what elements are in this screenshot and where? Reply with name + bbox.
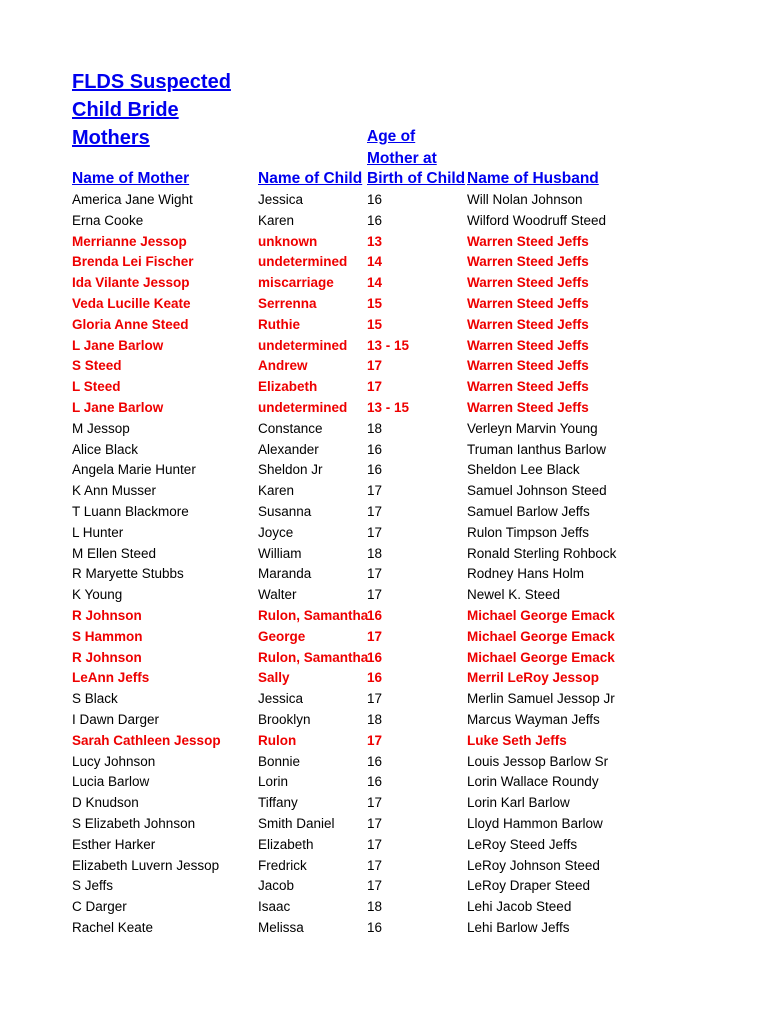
table-row [0, 814, 768, 835]
cell-child: William [258, 545, 302, 561]
cell-husband: Michael George Emack [467, 607, 615, 623]
cell-age: 16 [367, 649, 383, 665]
cell-age: 17 [367, 795, 383, 811]
cell-mother: S Elizabeth Johnson [72, 815, 196, 831]
table-row [0, 294, 768, 315]
cell-child: Maranda [258, 566, 312, 582]
table-row [0, 648, 768, 669]
cell-mother: S Black [72, 691, 118, 707]
cell-age: 17 [367, 857, 383, 873]
cell-mother: K Ann Musser [72, 483, 157, 499]
cell-age: 17 [367, 379, 383, 395]
cell-mother: S Steed [72, 358, 122, 374]
cell-age: 17 [367, 503, 383, 519]
cell-child: undetermined [258, 337, 348, 353]
table-row [0, 772, 768, 793]
table-row [0, 752, 768, 773]
cell-husband: Newel K. Steed [467, 587, 561, 603]
cell-age: 14 [367, 254, 383, 270]
cell-child: Jessica [258, 192, 304, 207]
cell-husband: Lehi Jacob Steed [467, 899, 572, 915]
cell-husband: Marcus Wayman Jeffs [467, 711, 600, 727]
table-row [0, 419, 768, 440]
cell-mother: Merrianne Jessop [72, 233, 187, 249]
cell-mother: I Dawn Darger [72, 711, 160, 727]
cell-child: Constance [258, 420, 323, 436]
cell-husband: Samuel Johnson Steed [467, 483, 607, 499]
cell-age: 15 [367, 295, 383, 311]
cell-child: Melissa [258, 919, 304, 935]
table-row [0, 627, 768, 648]
table-row [0, 689, 768, 710]
cell-child: Rulon, Samantha [258, 607, 369, 623]
cell-husband: Samuel Barlow Jeffs [467, 503, 590, 519]
cell-mother: Brenda Lei Fischer [72, 254, 194, 270]
table-row [0, 232, 768, 253]
cell-husband: Warren Steed Jeffs [467, 295, 589, 311]
cell-mother: Lucia Barlow [72, 774, 150, 790]
table-row [0, 523, 768, 544]
cell-mother: K Young [72, 587, 123, 603]
data-table [0, 190, 768, 939]
cell-mother: Angela Marie Hunter [72, 462, 196, 478]
table-row [0, 460, 768, 481]
cell-age: 16 [367, 441, 383, 457]
cell-age: 17 [367, 358, 383, 374]
table-row [0, 918, 768, 939]
cell-mother: Alice Black [72, 441, 139, 457]
cell-husband: Warren Steed Jeffs [467, 399, 589, 415]
cell-husband: Merril LeRoy Jessop [467, 670, 600, 686]
age-header-upper [367, 126, 437, 170]
table-row [0, 856, 768, 877]
cell-age: 18 [367, 545, 383, 561]
table-row [0, 606, 768, 627]
table-row [0, 876, 768, 897]
table-row [0, 481, 768, 502]
cell-age: 17 [367, 483, 383, 499]
table-row [0, 190, 768, 211]
cell-mother: Erna Cooke [72, 212, 144, 228]
table-row [0, 377, 768, 398]
table-row [0, 585, 768, 606]
cell-child: Elizabeth [258, 836, 314, 852]
cell-husband: LeRoy Steed Jeffs [467, 836, 578, 852]
cell-mother: S Hammon [72, 628, 143, 644]
table-row [0, 440, 768, 461]
cell-age: 16 [367, 753, 383, 769]
cell-husband: Will Nolan Johnson [467, 192, 583, 207]
age-header-line-1: Age of [367, 128, 416, 145]
cell-child: Walter [258, 587, 297, 603]
cell-child: Jessica [258, 691, 304, 707]
cell-child: Karen [258, 212, 295, 228]
table-row [0, 336, 768, 357]
cell-child: Susanna [258, 503, 312, 519]
cell-child: Fredrick [258, 857, 307, 873]
cell-mother: D Knudson [72, 795, 139, 811]
cell-mother: Rachel Keate [72, 919, 154, 935]
cell-age: 16 [367, 212, 383, 228]
cell-child: Lorin [258, 774, 289, 790]
cell-age: 16 [367, 919, 383, 935]
cell-age: 17 [367, 732, 383, 748]
cell-age: 16 [367, 462, 383, 478]
cell-child: Sheldon Jr [258, 462, 323, 478]
table-row [0, 356, 768, 377]
cell-child: Tiffany [258, 795, 298, 811]
cell-husband: Warren Steed Jeffs [467, 316, 589, 332]
header-mother: Name of Mother [72, 170, 190, 187]
cell-child: Karen [258, 483, 295, 499]
cell-husband: LeRoy Johnson Steed [467, 857, 600, 873]
table-row [0, 564, 768, 585]
cell-age: 16 [367, 670, 383, 686]
cell-mother: Sarah Cathleen Jessop [72, 732, 221, 748]
table-row [0, 731, 768, 752]
table-row [0, 897, 768, 918]
cell-child: Jacob [258, 878, 295, 894]
cell-mother: R Johnson [72, 649, 142, 665]
cell-child: Ruthie [258, 316, 300, 332]
cell-mother: LeAnn Jeffs [72, 670, 150, 686]
cell-husband: LeRoy Draper Steed [467, 878, 591, 894]
cell-age: 17 [367, 836, 383, 852]
cell-age: 13 - 15 [367, 337, 410, 353]
cell-husband: Verleyn Marvin Young [467, 420, 598, 436]
cell-mother: M Ellen Steed [72, 545, 157, 561]
cell-age: 17 [367, 628, 383, 644]
cell-husband: Luke Seth Jeffs [467, 732, 567, 748]
cell-husband: Merlin Samuel Jessop Jr [467, 691, 615, 707]
cell-mother: America Jane Wight [72, 192, 193, 207]
cell-husband: Lorin Karl Barlow [467, 795, 570, 811]
cell-husband: Warren Steed Jeffs [467, 254, 589, 270]
cell-mother: R Johnson [72, 607, 142, 623]
table-row [0, 668, 768, 689]
title-line-3: Mothers [72, 127, 150, 149]
cell-husband: Lloyd Hammon Barlow [467, 815, 603, 831]
cell-husband: Warren Steed Jeffs [467, 337, 589, 353]
cell-mother: Elizabeth Luvern Jessop [72, 857, 220, 873]
cell-age: 17 [367, 587, 383, 603]
cell-child: miscarriage [258, 275, 334, 291]
cell-child: Rulon [258, 732, 297, 748]
title-line-1: FLDS Suspected [72, 71, 231, 93]
cell-husband: Truman Ianthus Barlow [467, 441, 607, 457]
cell-husband: Michael George Emack [467, 649, 615, 665]
title-line-2: Child Bride [72, 99, 179, 121]
cell-husband: Rulon Timpson Jeffs [467, 524, 590, 540]
cell-age: 15 [367, 316, 383, 332]
cell-child: George [258, 628, 306, 644]
cell-husband: Warren Steed Jeffs [467, 379, 589, 395]
cell-mother: C Darger [72, 899, 127, 915]
table-row [0, 793, 768, 814]
cell-age: 17 [367, 815, 383, 831]
cell-child: Joyce [258, 524, 294, 540]
table-row [0, 398, 768, 419]
cell-mother: Esther Harker [72, 836, 156, 852]
cell-mother: R Maryette Stubbs [72, 566, 184, 582]
cell-husband: Louis Jessop Barlow Sr [467, 753, 609, 769]
cell-mother: Gloria Anne Steed [72, 316, 189, 332]
cell-child: undetermined [258, 399, 348, 415]
cell-husband: Lorin Wallace Roundy [467, 774, 599, 790]
cell-mother: Lucy Johnson [72, 753, 156, 769]
cell-husband: Rodney Hans Holm [467, 566, 585, 582]
cell-age: 13 - 15 [367, 399, 410, 415]
cell-husband: Lehi Barlow Jeffs [467, 919, 570, 935]
cell-child: Serrenna [258, 295, 317, 311]
cell-age: 17 [367, 566, 383, 582]
table-row [0, 544, 768, 565]
cell-child: unknown [258, 233, 318, 249]
document-title [72, 68, 231, 152]
cell-husband: Warren Steed Jeffs [467, 275, 589, 291]
header-age: Birth of Child [367, 170, 466, 187]
cell-husband: Michael George Emack [467, 628, 615, 644]
cell-husband: Warren Steed Jeffs [467, 233, 589, 249]
cell-age: 17 [367, 691, 383, 707]
cell-mother: L Jane Barlow [72, 399, 164, 415]
cell-mother: M Jessop [72, 420, 130, 436]
cell-child: Sally [258, 670, 290, 686]
cell-age: 18 [367, 420, 383, 436]
cell-child: Andrew [258, 358, 308, 374]
cell-age: 16 [367, 607, 383, 623]
cell-husband: Sheldon Lee Black [467, 462, 580, 478]
cell-husband: Ronald Sterling Rohbock [467, 545, 617, 561]
cell-child: Elizabeth [258, 379, 318, 395]
cell-age: 17 [367, 878, 383, 894]
cell-age: 16 [367, 774, 383, 790]
header-husband: Name of Husband [467, 170, 599, 187]
cell-mother: L Hunter [72, 524, 124, 540]
table-row [0, 835, 768, 856]
cell-age: 17 [367, 524, 383, 540]
cell-husband: Wilford Woodruff Steed [467, 212, 607, 228]
cell-mother: T Luann Blackmore [72, 503, 189, 519]
cell-mother: Ida Vilante Jessop [72, 275, 190, 291]
table-row [0, 710, 768, 731]
table-row [0, 502, 768, 523]
cell-age: 14 [367, 275, 383, 291]
table-row [0, 252, 768, 273]
header-child: Name of Child [258, 170, 363, 187]
cell-mother: Veda Lucille Keate [72, 295, 191, 311]
table-row [0, 315, 768, 336]
cell-age: 18 [367, 711, 383, 727]
cell-child: undetermined [258, 254, 348, 270]
cell-mother: S Jeffs [72, 878, 114, 894]
cell-age: 18 [367, 899, 383, 915]
cell-mother: L Jane Barlow [72, 337, 164, 353]
table-row [0, 273, 768, 294]
cell-age: 13 [367, 233, 383, 249]
cell-child: Isaac [258, 899, 291, 915]
cell-child: Alexander [258, 441, 319, 457]
cell-child: Bonnie [258, 753, 301, 769]
cell-child: Brooklyn [258, 711, 311, 727]
age-header-line-2: Mother at [367, 150, 437, 167]
table-row [0, 211, 768, 232]
cell-child: Smith Daniel [258, 815, 335, 831]
cell-child: Rulon, Samantha [258, 649, 369, 665]
cell-mother: L Steed [72, 379, 121, 395]
cell-husband: Warren Steed Jeffs [467, 358, 589, 374]
cell-age: 16 [367, 192, 383, 207]
